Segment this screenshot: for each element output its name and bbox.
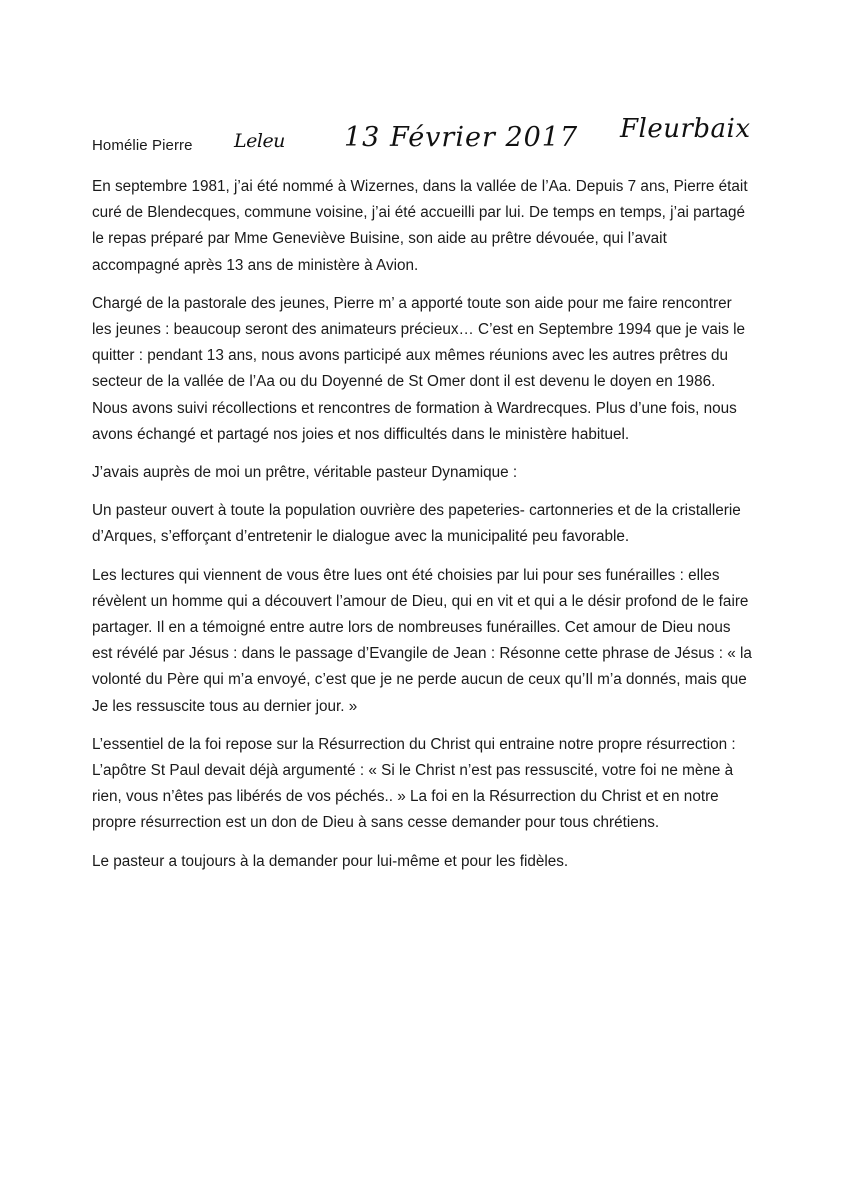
- paragraph-5: Les lectures qui viennent de vous être lues ont été choisies par lui pour ses funérailles : elles révèlent un homme qui a découvert l’amour de Dieu, qui en vit et qui a le désir profond de le faire partager. Il en a témoigné entre autre lors de nombreuses funérailles. Cet amour de Dieu nous est révélé par Jésus : dans le passage d’Evangile de Jean : Résonne cette phrase de Jésus : « la volonté du Père qui m’a envoyé, c’est que je ne perde aucun de ceux qu’Il m’a donnés, mais que Je les ressuscite tous au dernier jour. »: [92, 566, 752, 715]
- paragraph-1: En septembre 1981, j’ai été nommé à Wizernes, dans la vallée de l’Aa. Depuis 7 ans, Pierre était curé de Blendecques, commune voisine, j’ai été accueilli par lui. De temps en temps, j’ai partagé le repas préparé par Mme Geneviève Buisine, son aide au prêtre dévouée, qui l’avait accompagné après 13 ans de ministère à Avion.: [92, 178, 748, 274]
- paragraph-4: Un pasteur ouvert à toute la population ouvrière des papeteries- cartonneries et de la cristallerie d’Arques, s’efforçant d’entretenir le dialogue avec la municipalité peu favorable.: [92, 502, 741, 546]
- document-title: Homélie Pierre: [92, 137, 193, 154]
- handwritten-date: 13 Février 2017: [344, 122, 579, 153]
- handwritten-place: Fleurbaix: [620, 114, 751, 144]
- paragraph-7: Le pasteur a toujours à la demander pour lui-même et pour les fidèles.: [92, 852, 569, 870]
- paragraph-2: Chargé de la pastorale des jeunes, Pierre m’ a apporté toute son aide pour me faire rencontrer les jeunes : beaucoup seront des animateurs précieux… C’est en Septembre 1994 que je vais le quitter : pendant 13 ans, nous avons participé aux mêmes réunions avec les autres prêtres du secteur de la vallée de l’Aa ou du Doyenné de St Omer dont il est devenu le doyen en 1986. Nous avons suivi récollections et rencontres de formation à Wardrecques. Plus d’une fois, nous avons échangé et partagé nos joies et nos difficultés dans le ministère habituel.: [92, 294, 746, 443]
- document-header: [92, 112, 792, 162]
- paragraph-3: J’avais auprès de moi un prêtre, véritable pasteur Dynamique :: [92, 464, 518, 482]
- handwritten-name: Leleu: [234, 130, 285, 152]
- paragraph-6: L’essentiel de la foi repose sur la Résurrection du Christ qui entraine notre propre résurrection : L’apôtre St Paul devait déjà argumenté : « Si le Christ n’est pas ressuscité, votre foi ne mène à rien, vous n’êtes pas libérés de vos péchés.. » La foi en la Résurrection du Christ et en notre propre résurrection est un don de Dieu à sans cesse demander pour tous chrétiens.: [92, 735, 736, 832]
- document-body: [92, 174, 752, 887]
